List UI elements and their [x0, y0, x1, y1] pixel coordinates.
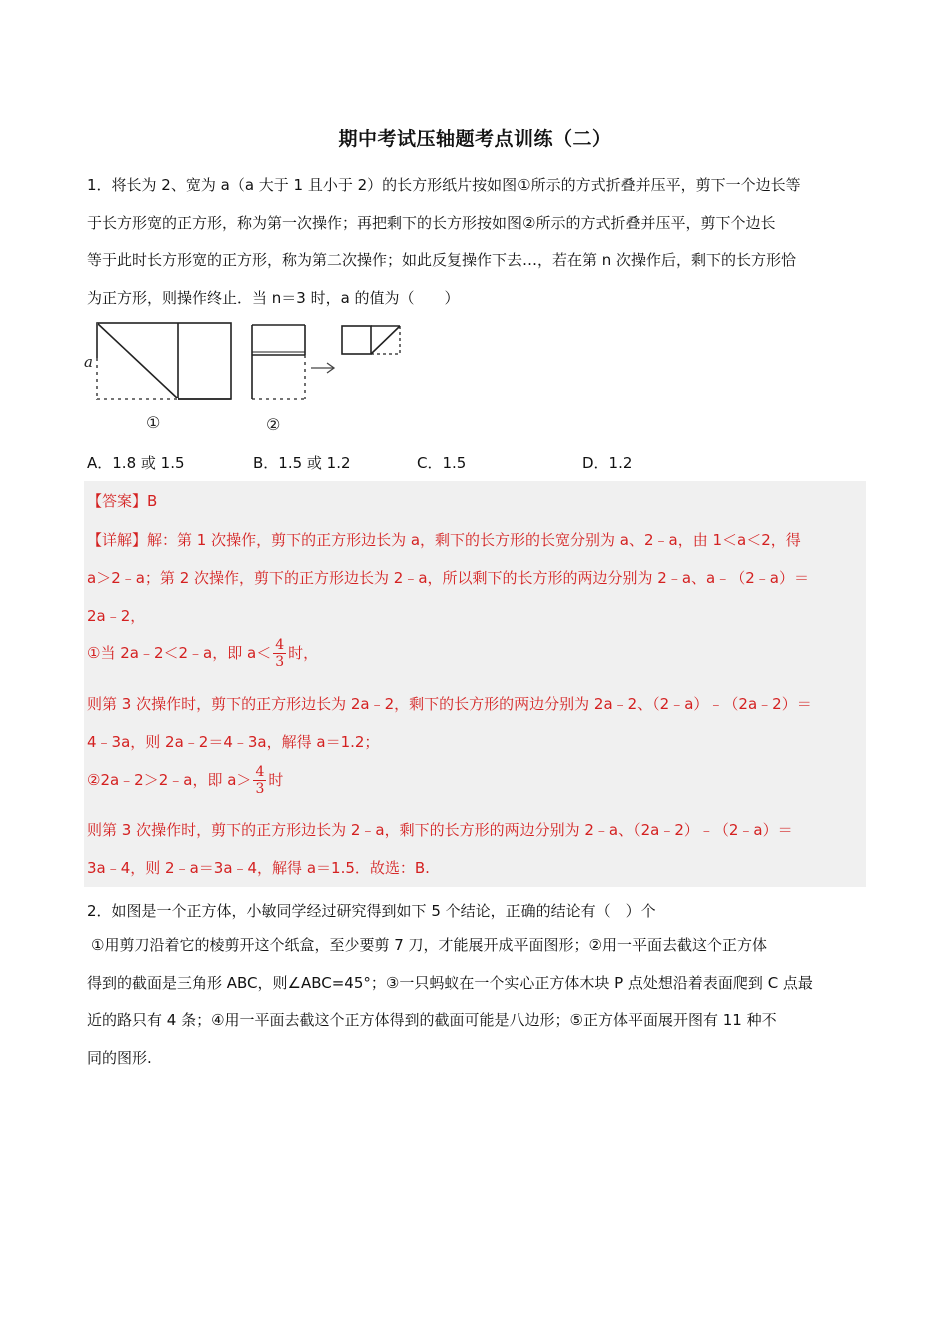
q1-options [87, 446, 867, 480]
case-1-condition [87, 637, 318, 670]
q2-line-1-text: ①用剪刀沿着它的棱剪开这个纸盒，至少要剪 7 刀，才能展开成平面图形；②用一平面去截这个正方体 [91, 936, 767, 954]
case-2-line-2: 3a﹣4，则 2﹣a＝3a﹣4，解得 a＝1.5．故选：B. [87, 859, 430, 877]
detail-line-1: 【详解】解：第 1 次操作，剪下的正方形边长为 a，剩下的长方形的长宽分别为 a、2﹣a，由 1＜a＜2，得 [87, 531, 801, 549]
fraction-denominator-b: 3 [255, 781, 265, 797]
case-2-line-1: 则第 3 次操作时，剪下的正方形边长为 2﹣a，剩下的长方形的两边分别为 2﹣a、（2a﹣2）﹣（2﹣a）＝ [87, 821, 793, 839]
case-1-line-2: 4﹣3a，则 2a﹣2＝4﹣3a，解得 a＝1.2； [87, 733, 380, 751]
label-a: a [84, 353, 93, 371]
case-2-condition [87, 764, 283, 797]
option-b[interactable]: B．1.5 或 1.2 [253, 454, 351, 472]
question-2-body [87, 927, 867, 1077]
folding-diagram [80, 318, 420, 438]
detail-line-2: a＞2﹣a；第 2 次操作，剪下的正方形边长为 2﹣a，所以剩下的长方形的两边分别为 2﹣a、a﹣（2﹣a）＝ [87, 569, 809, 587]
answer-line: 【答案】B [87, 492, 158, 510]
q1-line-1: 1．将长为 2、宽为 a（a 大于 1 且小于 2）的长方形纸片按如图①所示的方式折叠并压平，剪下一个边长等 [87, 176, 801, 194]
option-a[interactable]: A．1.8 或 1.5 [87, 454, 185, 472]
q2-line-4: 同的图形. [87, 1048, 152, 1067]
question-1-stem [87, 167, 867, 317]
page-title: 期中考试压轴题考点训练（二） [338, 128, 612, 150]
case-2-prefix: ②2a﹣2＞2﹣a，即 a＞ [87, 771, 252, 789]
fraction-4-3 [273, 637, 286, 670]
case-2-suffix: 时 [268, 771, 284, 789]
q2-line-2: 得到的截面是三角形 ABC，则∠ABC=45°；③一只蚂蚁在一个实心正方体木块 P 点处想沿着表面爬到 C 点最 [87, 973, 813, 992]
answer-panel [84, 481, 866, 887]
detail-line-3: 2a﹣2， [87, 607, 146, 625]
fraction-numerator-b: 4 [255, 764, 265, 780]
case-1-line-1: 则第 3 次操作时，剪下的正方形边长为 2a﹣2，剩下的长方形的两边分别为 2a﹣2、（2﹣a）﹣（2a﹣2）＝ [87, 695, 812, 713]
figure1-label: ① [146, 413, 161, 432]
fraction-denominator: 3 [275, 654, 285, 670]
option-c[interactable]: C．1.5 [417, 454, 467, 472]
q2-line-3: 近的路只有 4 条；④用一平面去截这个正方体得到的截面可能是八边形；⑤正方体平面展开图有 11 种不 [87, 1011, 777, 1029]
fraction-4-3-b [253, 764, 266, 797]
q1-line-4: 为正方形，则操作终止．当 n＝3 时，a 的值为（ ） [87, 288, 460, 307]
q2-line-1 [87, 927, 867, 965]
case-1-prefix: ①当 2a﹣2＜2﹣a，即 a＜ [87, 644, 272, 662]
q1-line-3: 等于此时长方形宽的正方形，称为第二次操作；如此反复操作下去…，若在第 n 次操作后，剩下的长方形恰 [87, 251, 797, 269]
figure2-label: ② [266, 415, 281, 434]
fraction-numerator: 4 [275, 637, 285, 653]
question-2-stem: 2．如图是一个正方体，小敏同学经过研究得到如下 5 个结论，正确的结论有（ ）个 [87, 902, 656, 920]
option-d[interactable]: D．1.2 [582, 454, 633, 472]
case-1-suffix: 时， [288, 644, 319, 662]
q1-line-2: 于长方形宽的正方形，称为第一次操作；再把剩下的长方形按如图②所示的方式折叠并压平，剪下个边长 [87, 213, 776, 232]
